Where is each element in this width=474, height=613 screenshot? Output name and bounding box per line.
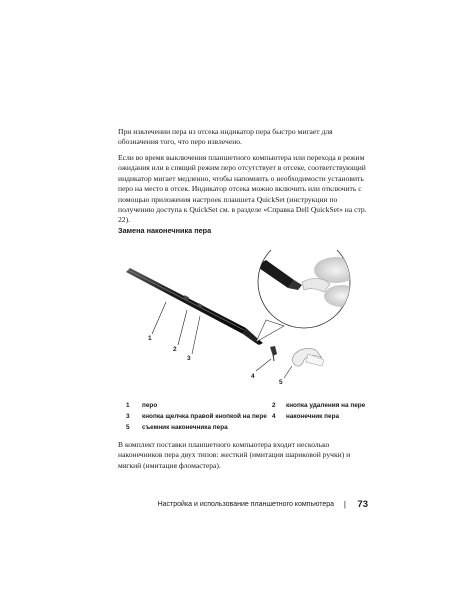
legend-text: перо xyxy=(142,402,158,409)
callout-3: 3 xyxy=(187,355,191,362)
legend-row xyxy=(118,411,368,422)
tip-remover xyxy=(292,348,324,366)
legend-number: 3 xyxy=(126,413,130,421)
legend-text: наконечник пера xyxy=(286,413,340,421)
legend-number: 4 xyxy=(272,413,276,421)
legend-number: 1 xyxy=(126,402,130,409)
callout-5: 5 xyxy=(279,379,283,386)
legend-row xyxy=(118,400,368,411)
legend-text: кнопка щелчка правой кнопкой на пере xyxy=(142,413,267,421)
callout-2: 2 xyxy=(173,346,177,353)
paragraph-pen-removed: При извлечении пера из отсека индикатор пера быстро мигает для обозначения того, что перо извлечено. xyxy=(118,127,333,147)
pen-tip-figure xyxy=(118,250,368,395)
paragraph-pen-tips: В комплект поставки планшетного компьютера входит несколько наконечников пера двух типов: жесткий (имитация шариковой ручки) и мягкий (имитация фломастера). xyxy=(118,440,351,470)
page-number: 73 xyxy=(357,499,368,510)
legend-number: 5 xyxy=(126,424,130,432)
legend-text: съемник наконечника пера xyxy=(142,424,228,432)
pen-tip xyxy=(270,346,277,361)
footer-title: Настройка и использование планшетного компьютера xyxy=(157,501,334,508)
footer-separator: | xyxy=(343,500,346,509)
pen-illustration xyxy=(118,250,368,395)
figure-legend xyxy=(118,400,368,434)
legend-row xyxy=(118,422,368,433)
legend-number: 2 xyxy=(272,402,276,409)
magnified-view xyxy=(256,250,360,342)
pen xyxy=(126,268,263,345)
callout-1: 1 xyxy=(148,335,152,342)
paragraph-pen-indicator: Если во время выключения планшетного компьютера или перехода в режим ожидания или в спящий режим перо отсутствует в отсеке, соответствующий индикатор мигает медленно, чтобы напомнить о необходимости установить перо на место в отсек. Индикатор отсека можно включить или отключить с помощью приложения настроек планшета QuickSet (инструкции по получению доступа к QuickSet см. в разделе «Справка Dell QuickSet» на стр. 22). xyxy=(118,153,367,225)
callout-4: 4 xyxy=(251,373,255,380)
section-heading: Замена наконечника пера xyxy=(118,226,212,235)
legend-text: кнопка удаления на пере xyxy=(286,402,366,409)
